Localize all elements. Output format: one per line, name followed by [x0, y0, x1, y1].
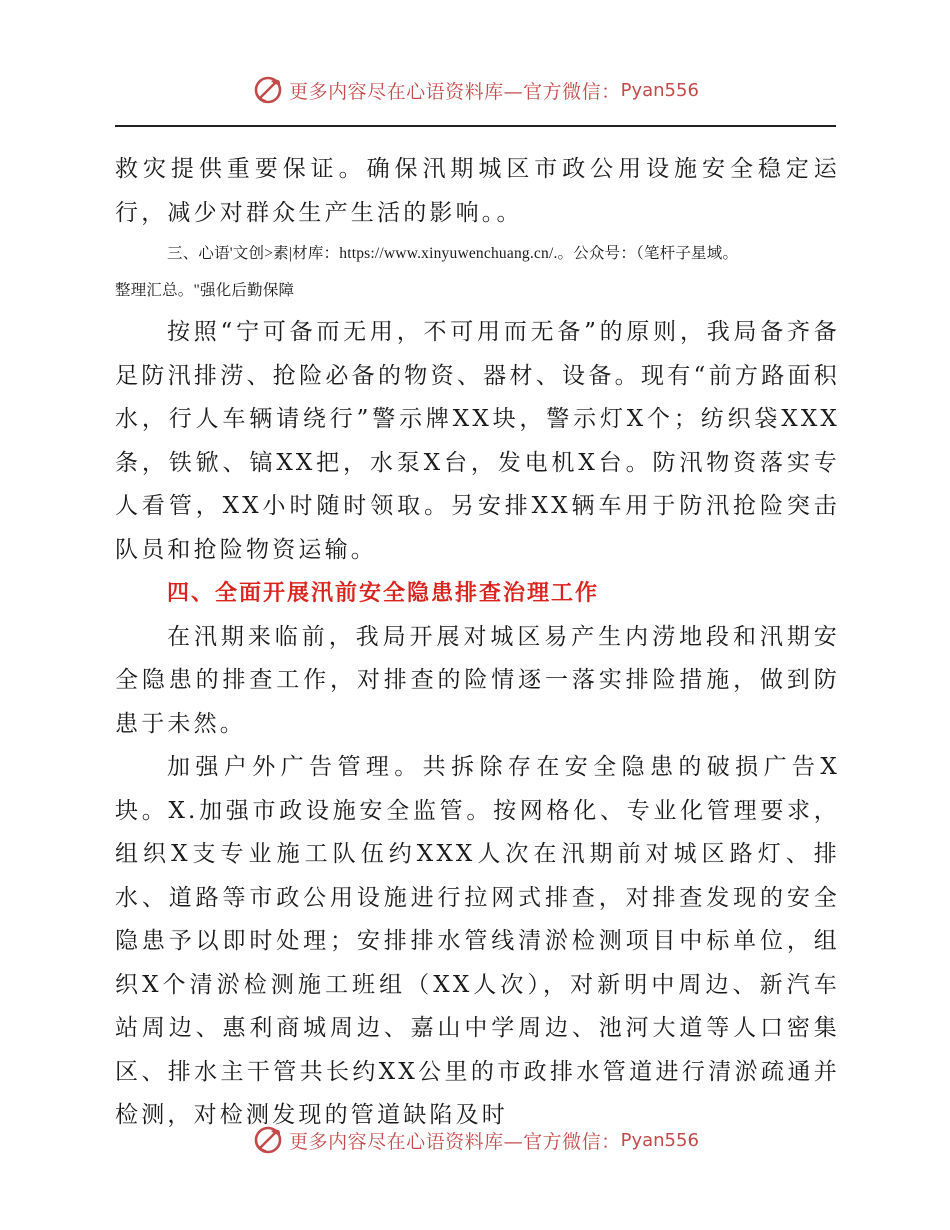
- paragraph-logistics: 按照“宁可备而无用，不可用而无备”的原则，我局备齐备足防汛排涝、抢险必备的物资、器材、设备。现有“前方路面积水，行人车辆请绕行”警示牌XX块，警示灯X个；纺织袋XXX条，铁锨、镐XX把，水泵X台，发电机X台。防汛物资落实专人看管，XX小时随时领取。另安排XX辆车用于防汛抢险突击队员和抢险物资运输。: [115, 319, 840, 563]
- section-4-heading: 四、全面开展汛前安全隐患排查治理工作: [167, 581, 600, 606]
- document-body: [115, 148, 840, 1138]
- paragraph-inspection: 在汛期来临前，我局开展对城区易产生内涝地段和汛期安全隐患的排查工作，对排查的险情逐一落实排险措施，做到防患于未然。: [115, 623, 840, 737]
- footer-watermark: [0, 1120, 950, 1160]
- header-watermark: [0, 70, 950, 110]
- paragraph-continued: 救灾提供重要保证。确保汛期城区市政公用设施安全稳定运行，减少对群众生产生活的影响。。: [115, 156, 840, 226]
- quill-logo-icon: [251, 73, 285, 107]
- watermark-text: 更多内容尽在心语资料库—官方微信：: [289, 80, 621, 103]
- section-3-title: 整理汇总。"强化后勤保障: [115, 282, 295, 299]
- wechat-id: Pyan556: [620, 1129, 699, 1151]
- wechat-id: Pyan556: [620, 79, 699, 101]
- quill-logo-icon: [251, 1123, 285, 1157]
- watermark-text: 更多内容尽在心语资料库—官方微信：: [289, 1130, 621, 1153]
- header-divider: [115, 125, 836, 127]
- source-note-line: 三、心语'文创>素|材库：https://www.xinyuwenchuang.cn/.。公众号：（笔杆子星域。: [167, 245, 739, 262]
- paragraph-ads: 加强户外广告管理。共拆除存在安全隐患的破损广告X块。X.加强市政设施安全监管。按网格化、专业化管理要求，组织X支专业施工队伍约XXX人次在汛期前对城区路灯、排水、道路等市政公用设施进行拉网式排查，对排查发现的安全隐患予以即时处理；安排排水管线清淤检测项目中标单位，组织X个清淤检测施工班组（XX人次），对新明中周边、新汽车站周边、惠利商城周边、嘉山中学周边、池河大道等人口密集区、排水主干管共长约XX公里的市政排水管道进行清淤疏通并检测，对检测发现的管道缺陷及时: [115, 754, 840, 1128]
